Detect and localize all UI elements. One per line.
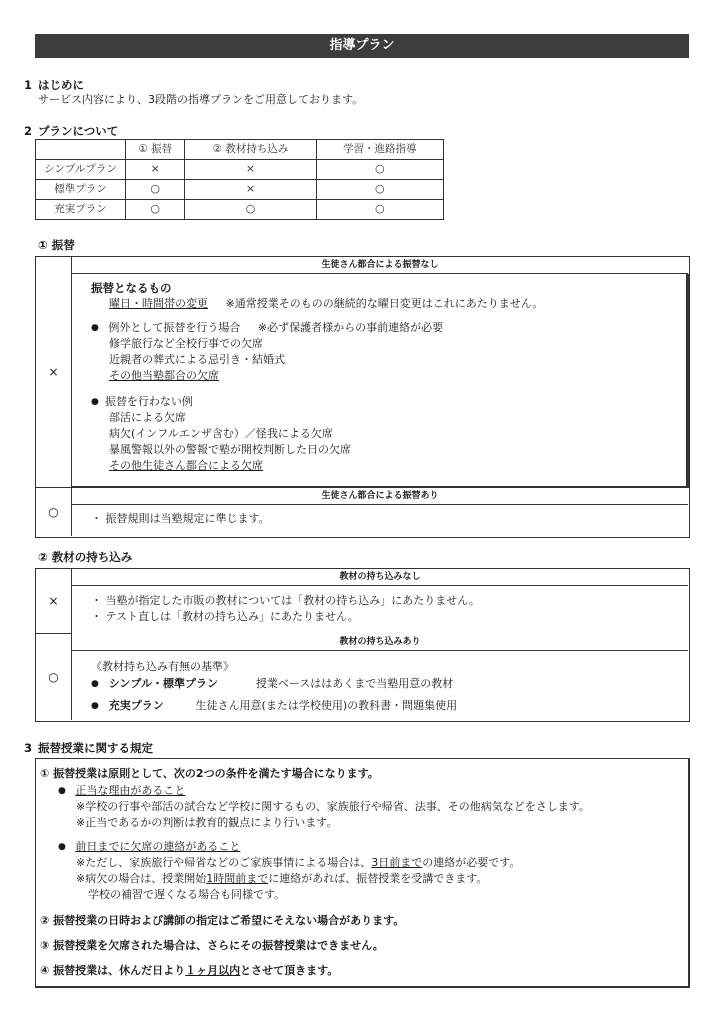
condition-note: ※正当であるかの判断は教育的観点により行います。 [76, 816, 338, 829]
table-cell: ○ [316, 180, 443, 200]
section3-title: 振替授業に関する規定 [38, 741, 153, 755]
table-cell: × [126, 160, 185, 180]
section2-title: プランについて [38, 124, 119, 138]
furikae-box [35, 256, 690, 538]
furikae-yes-header: 生徒さん都合による振替あり [72, 488, 688, 505]
condition-note [76, 872, 487, 887]
rule-4-text: ④ 振替授業は、休んだ日より [40, 964, 186, 977]
furikae-not-title: ● 振替を行わない例 [91, 395, 193, 410]
note-text: に連絡があれば、振替授業を受講できます。 [268, 872, 488, 885]
furikae-exception-line [91, 321, 443, 336]
list-item: 病欠(インフルエンザ含む）／怪我による欠席 [109, 427, 333, 440]
table-row [36, 200, 444, 220]
condition-2 [58, 840, 240, 855]
condition-2-title: 前日までに欠席の連絡があること [75, 840, 241, 853]
note-text: の連絡が必要です。 [422, 856, 521, 869]
materials-item-simple [91, 677, 453, 692]
circle-mark-icon: ○ [48, 669, 59, 684]
list-item: 暴風警報以外の警報で塾が開校判断した日の欠席 [109, 443, 351, 456]
table-header-cell [36, 140, 126, 160]
circle-mark-icon: ○ [48, 504, 59, 519]
table-header-cell: ① 振替 [126, 140, 185, 160]
table-row [36, 180, 444, 200]
furikae-yes-text: ・ 振替規則は当塾規定に準じます。 [91, 512, 270, 525]
condition-note: ※学校の行事や部活の試合など学校に関するもの、家族旅行や帰省、法事、その他病気などをさします。 [76, 800, 590, 813]
furikae-exception-note: ※必ず保護者様からの事前連絡が必要 [257, 321, 444, 334]
materials-no-mark-cell [36, 569, 72, 634]
list-item: 修学旅行など全校行事での欠席 [109, 337, 263, 350]
section1-number: 1 [24, 78, 33, 92]
table-cell: ○ [126, 200, 185, 220]
condition-1-title: 正当な理由があること [75, 784, 186, 797]
furikae-target-line [109, 297, 543, 312]
rule-2: ② 振替授業の日時および講師の指定はご希望にそえない場合があります。 [40, 914, 405, 927]
furikae-exception-title: 例外として振替を行う場合 [108, 321, 241, 334]
plan-name-cell: シンプルプラン [36, 160, 126, 180]
table-cell: ○ [316, 160, 443, 180]
section3-heading [24, 741, 153, 757]
materials-heading: ② 教材の持ち込み [38, 550, 133, 564]
furikae-no-mark-cell [36, 257, 72, 488]
note-emphasis: 1時間前まで [206, 872, 269, 885]
furikae-target-note: ※通常授業そのものの継続的な曜日変更はこれにあたりません。 [225, 297, 544, 310]
list-item: ・ 当塾が指定した市販の教材については「教材の持ち込み」にあたりません。 [91, 594, 480, 607]
table-cell: ○ [126, 180, 185, 200]
furikae-target-item: 曜日・時間帯の変更 [109, 297, 208, 310]
list-item: その他当塾都合の欠席 [109, 369, 219, 382]
list-item: 近親者の葬式による忌引き・結婚式 [109, 353, 285, 366]
table-header-cell: 学習・進路指導 [316, 140, 443, 160]
table-header-cell: ② 教材持ち込み [185, 140, 316, 160]
plan-name-cell: 標準プラン [36, 180, 126, 200]
condition-note [76, 856, 520, 871]
condition-1 [58, 784, 185, 799]
materials-item-plan: 充実プラン [108, 699, 164, 712]
materials-item-full [91, 699, 457, 714]
list-item: その他生徒さん都合による欠席 [109, 459, 263, 472]
cross-mark-icon: × [48, 593, 59, 608]
table-row [36, 160, 444, 180]
divider [686, 274, 689, 488]
materials-item-desc: 生徒さん用意(または学校使用)の教科書・問題集使用 [195, 699, 458, 712]
note-text: ※ただし、家族旅行や帰省などのご家族事情による場合は、 [76, 856, 372, 869]
furikae-target-title: 振替となるもの [91, 281, 172, 295]
condition-note: 学校の補習で遅くなる場合も同様です。 [88, 888, 286, 901]
furikae-heading: ① 振替 [38, 238, 75, 252]
plan-name-cell: 充実プラン [36, 200, 126, 220]
rule-3: ③ 振替授業を欠席された場合は、さらにその振替授業はできません。 [40, 939, 384, 952]
rules-box [35, 758, 690, 988]
table-cell: ○ [185, 200, 316, 220]
note-emphasis: 3日前まで [371, 856, 423, 869]
list-item: 部活による欠席 [109, 411, 186, 424]
rule-1: ① 振替授業は原則として、次の2つの条件を満たす場合になります。 [40, 767, 379, 780]
table-cell: × [185, 180, 316, 200]
materials-yes-header: 教材の持ち込みあり [72, 634, 688, 651]
rule-4-emphasis: １ヶ月以内 [185, 964, 241, 977]
section1-body: サービス内容により、3段階の指導プランをご用意しております。 [38, 93, 364, 106]
list-item: ・ テスト直しは「教材の持ち込み」にあたりません。 [91, 610, 359, 623]
rule-4-text: とさせて頂きます。 [240, 964, 339, 977]
table-cell: × [185, 160, 316, 180]
materials-no-header: 教材の持ち込みなし [72, 569, 688, 586]
table-cell: ○ [316, 200, 443, 220]
furikae-no-header: 生徒さん都合による振替なし [72, 257, 688, 274]
materials-item-desc: 授業ベースははあくまで当塾用意の教材 [255, 677, 454, 690]
section2-number: 2 [24, 124, 33, 138]
section1-heading [24, 78, 84, 94]
page-title: 指導プラン [35, 34, 689, 58]
table-header-row [36, 140, 444, 160]
cross-mark-icon: × [48, 364, 59, 379]
materials-criteria: 《教材持ち込み有無の基準》 [91, 660, 234, 673]
furikae-yes-mark-cell [36, 488, 72, 536]
section2-heading [24, 124, 118, 140]
materials-yes-mark-cell [36, 634, 72, 720]
plan-comparison-table [35, 139, 444, 220]
materials-box [35, 568, 690, 722]
section1-title: はじめに [38, 78, 84, 92]
note-text: ※病欠の場合は、授業開始 [76, 872, 207, 885]
rule-4 [40, 964, 338, 979]
section3-number: 3 [24, 741, 33, 755]
materials-item-plan: シンプル・標準プラン [108, 677, 218, 690]
